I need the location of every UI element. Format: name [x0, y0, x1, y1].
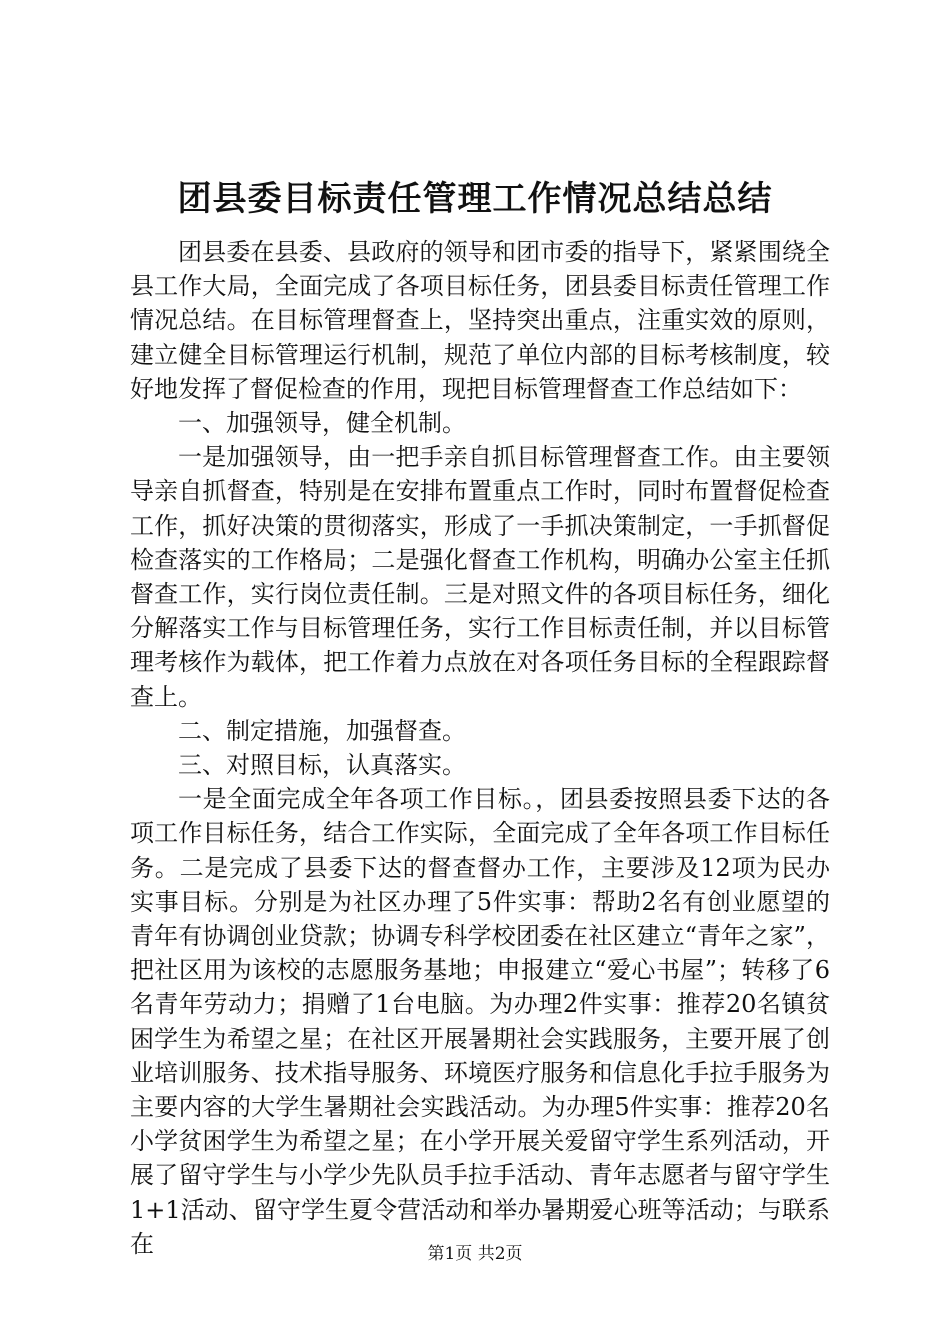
heading-section-3: 三、对照目标，认真落实。 [178, 751, 466, 780]
paragraph-section-1: 一是加强领导，由一把手亲自抓目标管理督查工作。由主要领导亲自抓督查，特别是在安排布置重点工作时，同时布置督促检查工作，抓好决策的贯彻落实，形成了一手抓决策制定，一手抓督促检查落实的工作格局；二是强化督查工作机构，明确办公室主任抓督查工作，实行岗位责任制。三是对照文件的各项目标任务，细化分解落实工作与目标管理任务，实行工作目标责任制，并以目标管理考核作为载体，把工作着力点放在对各项任务目标的全程跟踪督查上。 [130, 443, 830, 711]
heading-section-2: 二、制定措施，加强督查。 [178, 716, 466, 745]
heading-section-1: 一、加强领导，健全机制。 [178, 409, 466, 438]
document-body [130, 235, 830, 1261]
page-footer: 第1页 共2页 [427, 1244, 523, 1264]
paragraph-section-3: 一是全面完成全年各项工作目标。，团县委按照县委下达的各项工作目标任务，结合工作实际，全面完成了全年各项工作目标任务。二是完成了县委下达的督查督办工作，主要涉及12项为民办实事目标。分别是为社区办理了5件实事：帮助2名有创业愿望的青年有协调创业贷款；协调专科学校团委在社区建立“青年之家”，把社区用为该校的志愿服务基地；申报建立“爱心书屋”；转移了6名青年劳动力；捐赠了1台电脑。为办理2件实事：推荐20名镇贫困学生为希望之星；在社区开展暑期社会实践服务，主要开展了创业培训服务、技术指导服务、环境医疗服务和信息化手拉手服务为主要内容的大学生暑期社会实践活动。为办理5件实事：推荐20名小学贫困学生为希望之星；在小学开展关爱留守学生系列活动，开展了留守学生与小学少先队员手拉手活动、青年志愿者与留守学生1+1活动、留守学生夏令营活动和举办暑期爱心班等活动；与联系在 [130, 785, 830, 1258]
paragraph-intro: 团县委在县委、县政府的领导和团市委的指导下，紧紧围绕全县工作大局，全面完成了各项目标任务，团县委目标责任管理工作情况总结。在目标管理督查上，坚持突出重点，注重实效的原则，建立健全目标管理运行机制，规范了单位内部的目标考核制度，较好地发挥了督促检查的作用，现把目标管理督查工作总结如下： [130, 238, 830, 403]
document-title: 团县委目标责任管理工作情况总结总结 [177, 179, 773, 219]
